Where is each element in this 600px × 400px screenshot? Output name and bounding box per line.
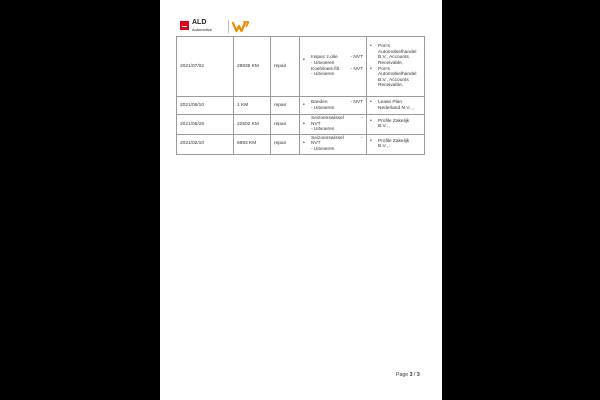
current-page: 3 bbox=[409, 372, 413, 378]
ald-red-square-icon bbox=[180, 21, 189, 30]
work-name: Koelvloeis.filt bbox=[311, 66, 339, 72]
table-row bbox=[177, 134, 425, 154]
work-status: - bbox=[361, 135, 363, 141]
work-status-value: NVT bbox=[311, 141, 321, 147]
table-row bbox=[177, 37, 425, 97]
work-action: - Uitvoeren bbox=[311, 105, 335, 111]
page-footer bbox=[396, 372, 420, 378]
bullet-icon: • bbox=[370, 65, 372, 72]
row-garage bbox=[367, 37, 425, 97]
bullet-icon: • bbox=[303, 101, 305, 108]
work-item bbox=[303, 100, 363, 111]
row-work bbox=[300, 37, 367, 97]
maintenance-history-table bbox=[176, 36, 425, 155]
garage-item bbox=[370, 100, 421, 111]
bullet-icon: • bbox=[303, 120, 305, 127]
garage-item bbox=[370, 44, 421, 66]
row-garage bbox=[367, 134, 425, 154]
garage-item bbox=[370, 139, 421, 150]
row-type: repair bbox=[271, 115, 300, 135]
garage-item bbox=[370, 119, 421, 130]
garage-line: Profile Zakelijk bbox=[378, 138, 410, 144]
row-date: 2021/06/10 bbox=[177, 97, 234, 115]
work-action: - Uitvoeren bbox=[311, 146, 335, 152]
garage-line: B.V., , bbox=[378, 124, 391, 130]
garage-line: Lease Plan bbox=[378, 99, 403, 105]
work-status: - NVT bbox=[350, 66, 363, 72]
row-mileage: 22502 KM bbox=[234, 115, 271, 135]
work-name: Seizoenswissel bbox=[311, 116, 344, 121]
work-status: - NVT bbox=[350, 99, 363, 105]
work-action: - Uitvoeren bbox=[311, 127, 335, 133]
garage-line: Receivable, bbox=[378, 60, 404, 66]
row-work bbox=[300, 134, 367, 154]
row-date: 2021/02/10 bbox=[177, 134, 234, 154]
work-name: Seizoenswissel bbox=[311, 135, 344, 141]
row-date: 2021/05/28 bbox=[177, 115, 234, 135]
table-row bbox=[177, 97, 425, 115]
work-name: Inspec z.olie bbox=[311, 55, 338, 61]
leaseplan-logo-icon bbox=[232, 20, 250, 34]
row-type: repair bbox=[271, 134, 300, 154]
page-label: Page bbox=[396, 372, 409, 378]
ald-brand-sub: Automotive bbox=[192, 27, 213, 32]
bullet-icon: • bbox=[370, 117, 372, 124]
page-separator: / bbox=[413, 372, 416, 378]
bullet-icon: • bbox=[370, 137, 372, 144]
work-item bbox=[303, 67, 363, 78]
garage-line: B.V., Accounts bbox=[378, 55, 409, 61]
garage-line: Profile Zakelijk bbox=[378, 118, 410, 124]
work-status: - NVT bbox=[350, 55, 363, 61]
bullet-icon: • bbox=[370, 98, 372, 105]
row-mileage: 6693 KM bbox=[234, 134, 271, 154]
work-name: Banden bbox=[311, 99, 328, 105]
work-item bbox=[303, 136, 363, 153]
bullet-icon: • bbox=[303, 140, 305, 147]
row-work bbox=[300, 115, 367, 135]
garage-line: Automobielhandel bbox=[378, 72, 417, 78]
garage-line: B.V., Accounts bbox=[378, 77, 409, 83]
row-mileage: 28835 KM bbox=[234, 37, 271, 97]
row-type: repair bbox=[271, 37, 300, 97]
total-pages: 3 bbox=[416, 372, 420, 378]
work-action: - Uitvoeren bbox=[311, 72, 335, 78]
document-page bbox=[160, 0, 442, 400]
garage-line: B.V., , bbox=[378, 144, 391, 150]
work-item bbox=[303, 116, 363, 133]
row-garage bbox=[367, 115, 425, 135]
bullet-icon: • bbox=[303, 57, 305, 64]
row-mileage: 1 KM bbox=[234, 97, 271, 115]
work-status-value: NVT bbox=[311, 121, 321, 127]
work-item bbox=[303, 55, 363, 66]
garage-line: Receivable, bbox=[378, 83, 404, 89]
work-action: - Uitvoeren bbox=[311, 60, 335, 66]
row-work bbox=[300, 97, 367, 115]
garage-line: Automobielhandel bbox=[378, 49, 417, 55]
work-status: - bbox=[361, 116, 363, 121]
bullet-icon: • bbox=[370, 43, 372, 50]
row-type: repair bbox=[271, 97, 300, 115]
garage-line: Pon's bbox=[378, 66, 390, 72]
garage-line: Nederland N.V., , bbox=[378, 105, 415, 111]
row-garage bbox=[367, 97, 425, 115]
row-date: 2021/07/02 bbox=[177, 37, 234, 97]
table-row bbox=[177, 115, 425, 135]
garage-line: Pon's bbox=[378, 44, 390, 50]
logo-divider bbox=[228, 20, 229, 33]
ald-brand-name: ALD bbox=[192, 19, 207, 26]
garage-item bbox=[370, 67, 421, 89]
ald-automotive-logo bbox=[180, 20, 225, 34]
